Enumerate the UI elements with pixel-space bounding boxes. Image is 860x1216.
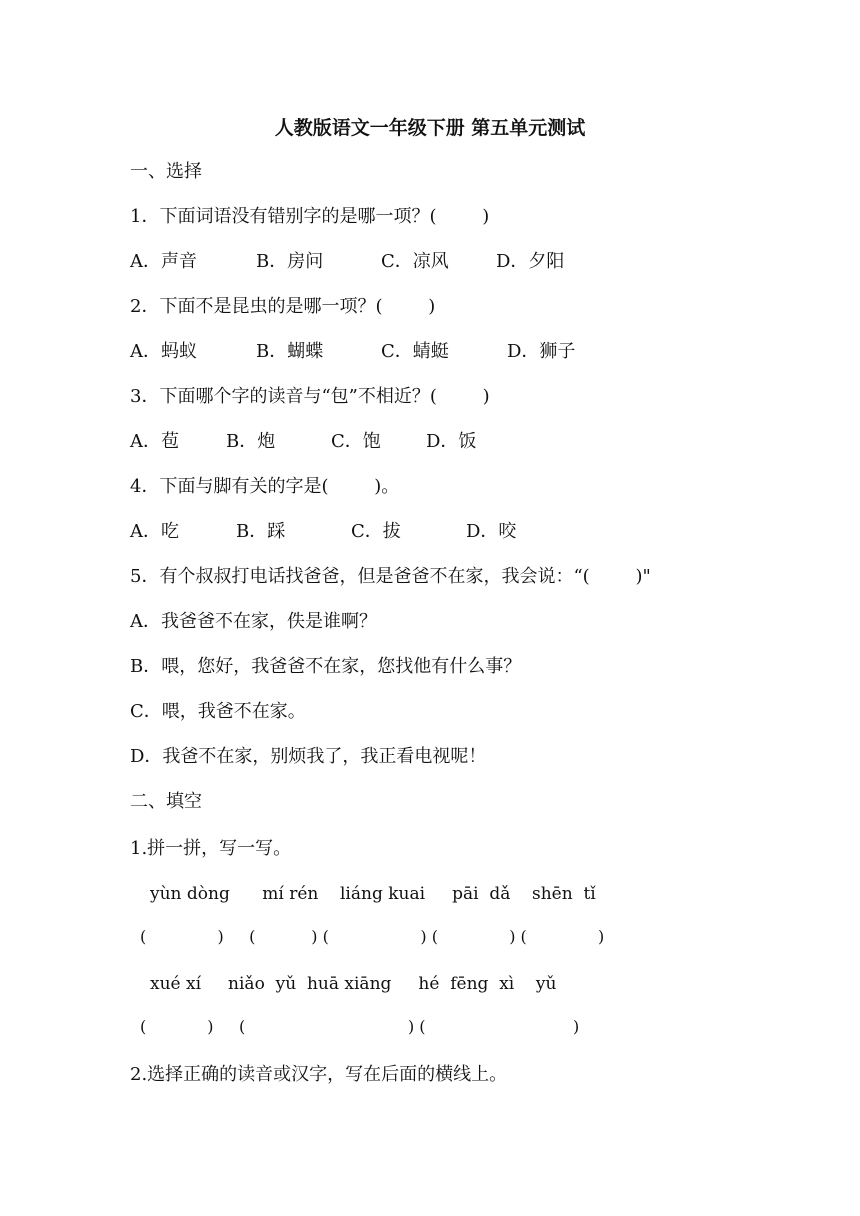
question-3-option-c: C．饱 (331, 431, 381, 452)
question-1-option-c: C．凉风 (381, 251, 449, 272)
question-3-stem: 3．下面哪个字的读音与“包”不相近？( ) (130, 386, 490, 407)
question-5-option-c: C．喂，我爸不在家。 (130, 701, 306, 722)
question-4-option-a: A．吃 (130, 521, 179, 542)
question-1-option-d: D．夕阳 (496, 251, 565, 272)
question-1-option-b: B．房问 (256, 251, 324, 272)
fill-question-1-stem: 1.拼一拼，写一写。 (130, 838, 292, 859)
blank-row-1: ( ) ( ) ( ) ( ) ( ) (140, 927, 605, 946)
question-4-option-c: C．拔 (351, 521, 401, 542)
page-title: 人教版语文一年级下册 第五单元测试 (274, 117, 586, 139)
question-3-option-a: A．苞 (130, 431, 179, 452)
question-2-option-d: D．狮子 (507, 341, 576, 362)
question-2-option-b: B．蝴蝶 (256, 341, 324, 362)
fill-question-2-stem: 2.选择正确的读音或汉字，写在后面的横线上。 (130, 1064, 508, 1085)
section-2-heading: 二、填空 (130, 791, 202, 812)
question-4-option-b: B．踩 (236, 521, 286, 542)
question-5-option-d: D．我爸不在家，别烦我了，我正看电视呢！ (130, 746, 487, 767)
question-5-option-a: A．我爸爸不在家，佚是谁啊？ (130, 611, 377, 632)
question-2-option-a: A．蚂蚁 (130, 341, 197, 362)
question-1-stem: 1．下面词语没有错别字的是哪一项？( ) (130, 206, 490, 227)
question-4-option-d: D．咬 (466, 521, 517, 542)
question-2-stem: 2．下面不是昆虫的是哪一项？( ) (130, 296, 436, 317)
question-3-option-b: B．炮 (226, 431, 276, 452)
pinyin-row-1: yùn dòng mí rén liáng kuai pāi dǎ shēn tǐ (150, 884, 596, 904)
question-5-option-b: B．喂，您好，我爸爸不在家，您找他有什么事？ (130, 656, 522, 677)
pinyin-row-2: xué xí niǎo yǔ huā xiāng hé fēng xì yǔ (150, 974, 557, 994)
question-3-option-d: D．饭 (426, 431, 477, 452)
section-1-heading: 一、选择 (130, 161, 202, 182)
question-2-option-c: C．蜻蜓 (381, 341, 449, 362)
blank-row-2: ( ) ( ) ( ) (140, 1017, 580, 1036)
question-4-stem: 4．下面与脚有关的字是( )。 (130, 476, 400, 497)
question-5-stem: 5．有个叔叔打电话找爸爸，但是爸爸不在家，我会说：“( )" (130, 566, 651, 587)
question-1-option-a: A．声音 (130, 251, 197, 272)
